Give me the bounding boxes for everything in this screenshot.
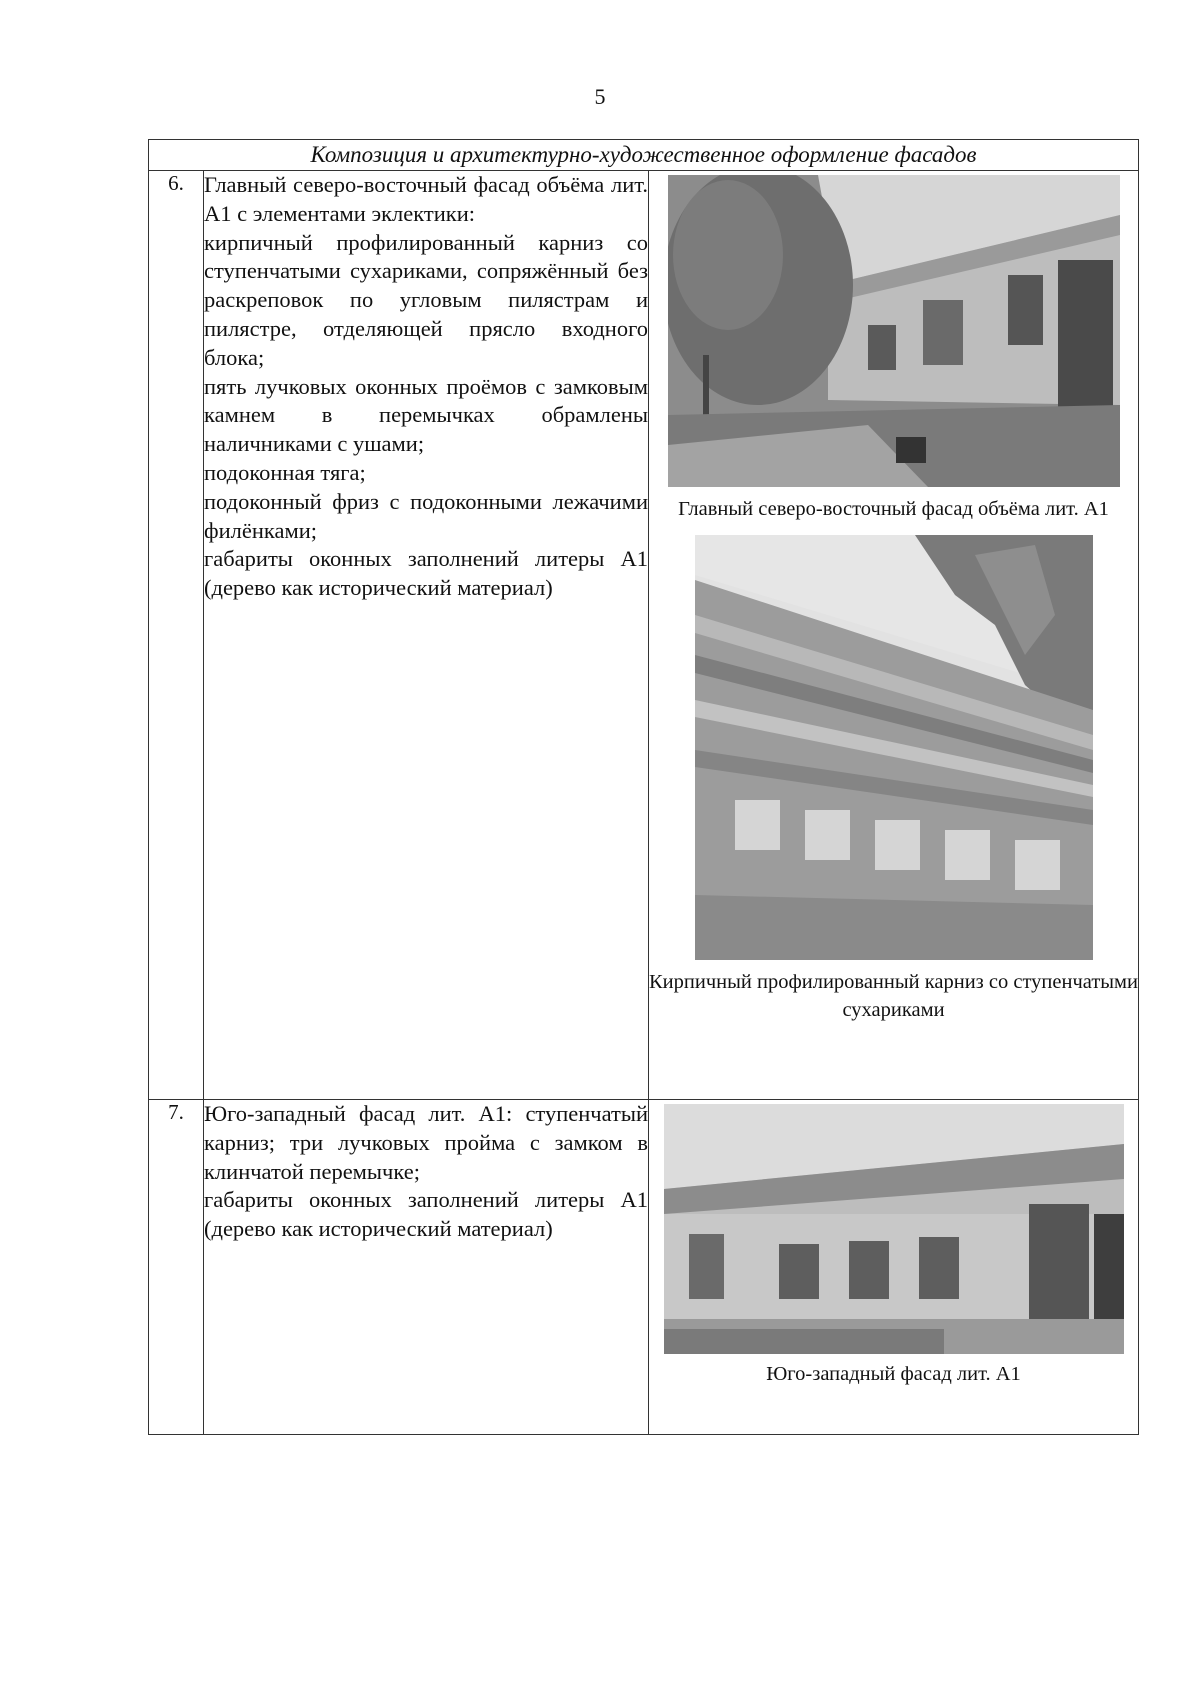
southwest-facade-photo [664,1104,1124,1354]
photo-caption: Юго-западный фасад лит. А1 [766,1363,1021,1385]
table-row [149,171,1139,1100]
row-photos [649,1100,1139,1435]
section-header: Композиция и архитектурно-художественное оформление фасадов [149,140,1139,171]
description-line: подоконная тяга; [204,459,366,485]
description-line: Юго-западный фасад лит. А1: ступенчатый карниз; три лучковых пройма с замком в клинчатой перемычке; [204,1101,648,1184]
table-row [149,1100,1139,1435]
description-line: подоконный фриз с подоконными лежачими филёнками; [204,488,648,543]
description-line: кирпичный профилированный карниз со ступенчатыми сухариками, сопряжённый без раскреповок по угловым пилястрам и пилястре, отделяющей прясло входного блока; [204,229,648,370]
description-line: габариты оконных заполнений литеры А1 (дерево как исторический материал) [204,546,648,601]
description-line: Главный северо-восточный фасад объёма лит. А1 с элементами эклектики: [204,172,648,226]
row-description [204,171,649,1100]
facades-table [148,139,1139,1435]
cornice-photo [695,535,1093,960]
row-number: 6. [149,171,204,1100]
row-description [204,1100,649,1435]
row-photos [649,171,1139,1100]
description-line: пять лучковых оконных проёмов с замковым камнем в перемычках обрамлены наличниками с ушами; [204,373,648,457]
photo-caption: Главный северо-восточный фасад объёма лит. А1 [678,498,1109,520]
page-number: 5 [594,84,606,109]
header-row [149,140,1139,171]
facade-photo [668,175,1120,487]
description-line: габариты оконных заполнений литеры А1 (дерево как исторический материал) [204,1187,648,1242]
photo-caption: Кирпичный профилированный карниз со ступенчатыми сухариками [649,971,1138,1021]
row-number: 7. [149,1100,204,1435]
